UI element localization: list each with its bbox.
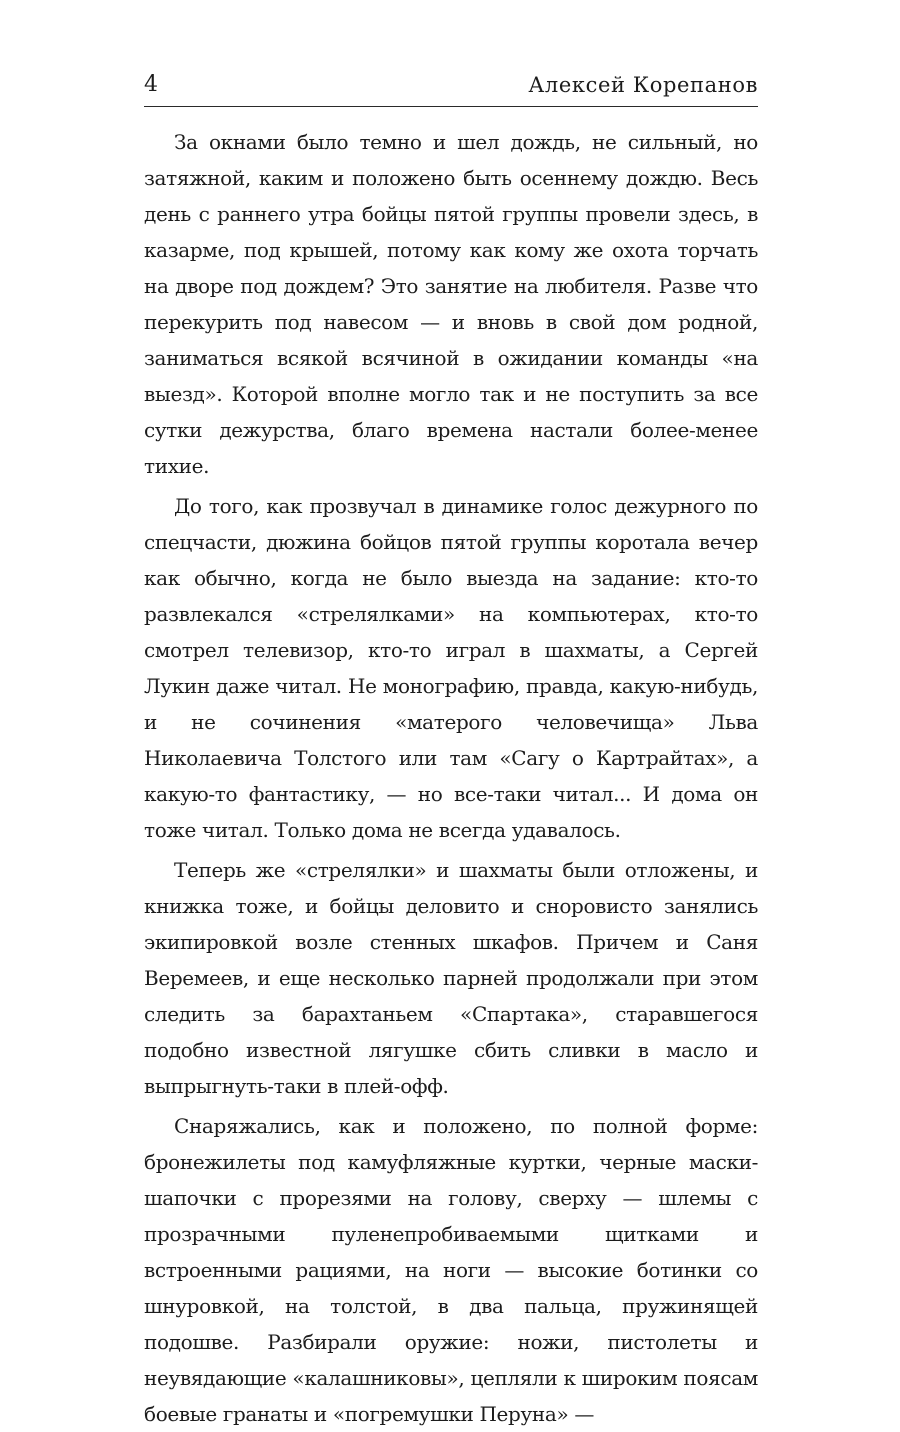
body-text — [144, 124, 758, 1432]
running-head-author: Алексей Корепанов — [528, 73, 758, 97]
paragraph: Снаряжались, как и положено, по полной форме: бронежилеты под камуфляжные куртки, черные маски-шапочки с прорезями на голову, сверху — шлемы с прозрачными пуленепробиваемыми щитками и встроенными рациями, на ноги — высокие ботинки со шнуровкой, на толстой, в два пальца, пружинящей подошве. Разбирали оружие: ножи, пистолеты и неувядающие «калашниковы», цепляли к широким поясам боевые гранаты и «погремушки Перуна» — — [144, 1114, 758, 1426]
paragraph: До того, как прозвучал в динамике голос дежурного по спецчасти, дюжина бойцов пятой группы коротала вечер как обычно, когда не было выезда на задание: кто-то развлекался «стрелялками» на компьютерах, кто-то смотрел телевизор, кто-то играл в шахматы, а Сергей Лукин даже читал. Не монографию, правда, какую-нибудь, и не сочинения «матерого человечища» Льва Николаевича Толстого или там «Сагу о Картрайтах», а какую-то фантастику, — но все-таки читал... И дома он тоже читал. Только дома не всегда удавалось. — [144, 494, 758, 842]
paragraph: За окнами было темно и шел дождь, не сильный, но затяжной, каким и положено быть осеннему дождю. Весь день с раннего утра бойцы пятой группы провели здесь, в казарме, под крышей, потому как кому же охота торчать на дворе под дождем? Это занятие на любителя. Разве что перекурить под навесом — и вновь в свой дом родной, заниматься всякой всячиной в ожидании команды «на выезд». Которой вполне могло так и не поступить за все сутки дежурства, благо времена настали более-менее тихие. — [144, 130, 758, 478]
page-number: 4 — [144, 72, 158, 97]
page-header — [144, 66, 758, 107]
paragraph: Теперь же «стрелялки» и шахматы были отложены, и книжка тоже, и бойцы деловито и сноровисто занялись экипировкой возле стенных шкафов. Причем и Саня Веремеев, и еще несколько парней продолжали при этом следить за барахтаньем «Спартака», старавшегося подобно известной лягушке сбить сливки в масло и выпрыгнуть-таки в плей-офф. — [144, 858, 758, 1098]
